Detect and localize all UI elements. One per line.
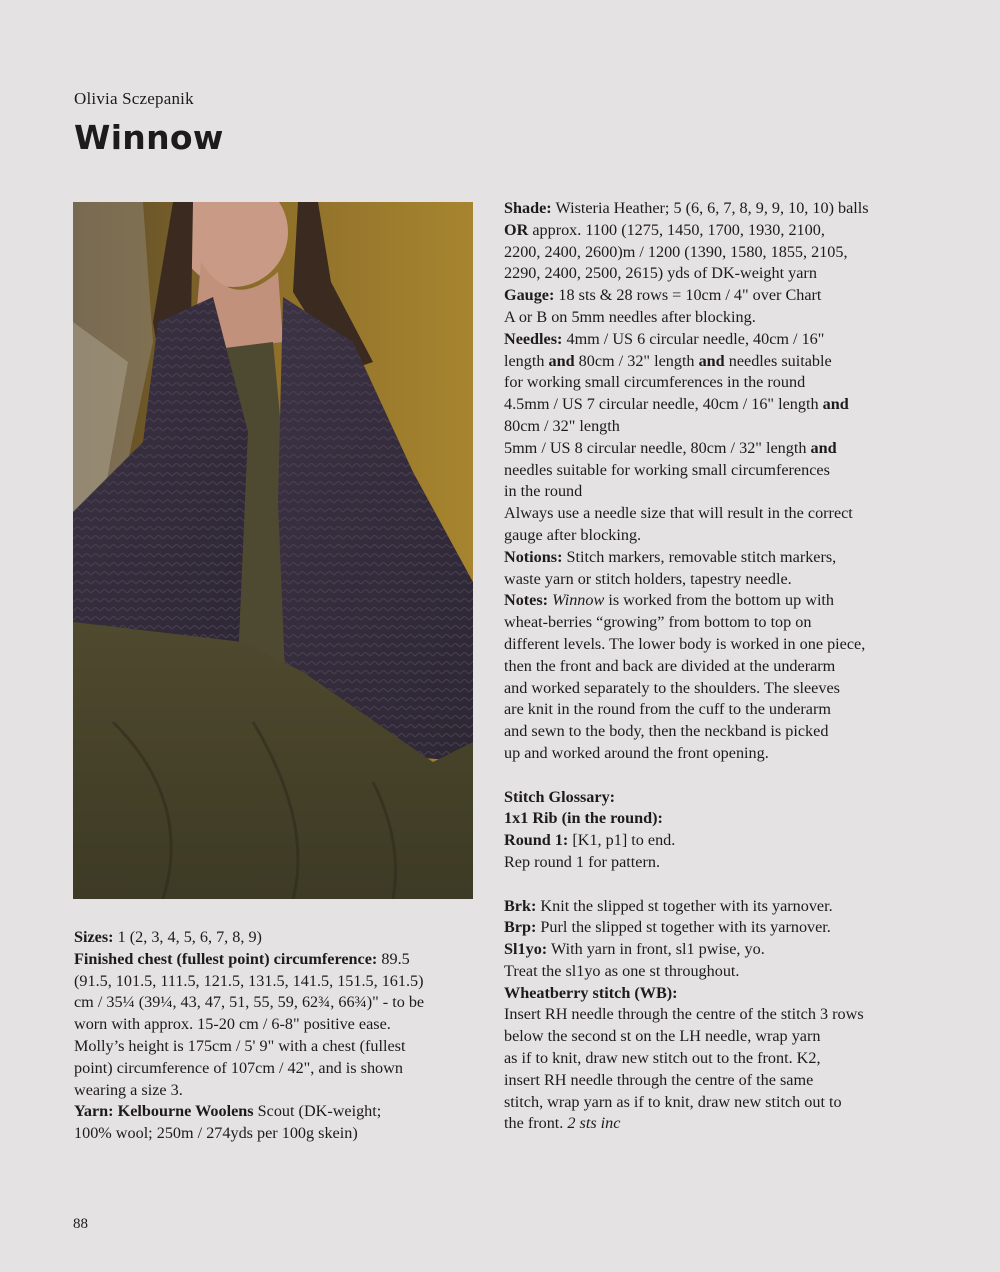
sl1yo-line: Sl1yo: With yarn in front, sl1 pwise, yo. [504,940,765,959]
left-column [74,927,474,1145]
needles-line: 4.5mm / US 7 circular needle, 40cm / 16" length and [504,395,849,414]
cardigan-model-image [73,202,473,899]
model-line: Molly’s height is 175cm / 5' 9" with a chest (fullest [74,1036,406,1055]
needles-line: needles suitable for working small circumferences [504,460,830,479]
wheatberry-line: the front. 2 sts inc [504,1114,621,1133]
notes-line: wheat-berries “growing” from bottom to top on [504,613,812,632]
designer-name: Olivia Sczepanik [74,89,194,108]
notes-line: and worked separately to the shoulders. The sleeves [504,678,840,697]
model-photo [73,202,473,899]
shade-line: 2290, 2400, 2500, 2615) yds of DK-weight yarn [504,264,817,283]
needles-line: length and 80cm / 32" length and needles suitable [504,351,832,370]
page-number: 88 [73,1216,88,1232]
chest-line: (91.5, 101.5, 111.5, 121.5, 131.5, 141.5, 151.5, 161.5) [74,971,424,990]
wheatberry-heading: Wheatberry stitch (WB): [504,983,678,1002]
gauge-line: Gauge: 18 sts & 28 rows = 10cm / 4" over Chart [504,286,822,305]
needles-line: for working small circumferences in the round [504,373,806,392]
notes-line: are knit in the round from the cuff to the underarm [504,700,831,719]
needles-line: 5mm / US 8 circular needle, 80cm / 32" length and [504,438,837,457]
needles-line: gauge after blocking. [504,525,642,544]
shade-line: 2200, 2400, 2600)m / 1200 (1390, 1580, 1855, 2105, [504,242,848,261]
notes-line: then the front and back are divided at the underarm [504,656,836,675]
sizes-line: Sizes: 1 (2, 3, 4, 5, 6, 7, 8, 9) [74,928,262,946]
notes-line: different levels. The lower body is worked in one piece, [504,634,866,653]
notes-line: and sewn to the body, then the neckband is picked [504,722,829,741]
wheatberry-line: below the second st on the LH needle, wrap yarn [504,1027,821,1046]
notes-line: Notes: Winnow is worked from the bottom up with [504,591,835,610]
notions-line: Notions: Stitch markers, removable stitch markers, [504,547,837,566]
brp-line: Brp: Purl the slipped st together with its yarnover. [504,918,831,937]
shade-line: Shade: Wisteria Heather; 5 (6, 6, 7, 8, 9, 9, 10, 10) balls [504,199,869,217]
spacer [504,765,904,787]
needles-line: 80cm / 32" length [504,416,620,435]
shade-line: OR approx. 1100 (1275, 1450, 1700, 1930, 2100, [504,220,825,239]
sl1yo-line: Treat the sl1yo as one st throughout. [504,961,740,980]
notions-line: waste yarn or stitch holders, tapestry needle. [504,569,792,588]
needles-line: Always use a needle size that will result in the correct [504,504,853,523]
needles-line: Needles: 4mm / US 6 circular needle, 40cm / 16" [504,329,825,348]
model-line: point) circumference of 107cm / 42", and is shown [74,1058,403,1077]
yarn-line: Yarn: Kelbourne Woolens Scout (DK-weight; [74,1102,382,1121]
brk-line: Brk: Knit the slipped st together with its yarnover. [504,896,833,915]
pattern-title: Winnow [74,118,224,157]
glossary-heading: Stitch Glossary: [504,787,616,806]
chest-line: cm / 35¼ (39¼, 43, 47, 51, 55, 59, 62¾, 66¾)" - to be [74,993,425,1012]
chest-line: Finished chest (fullest point) circumference: 89.5 [74,949,410,968]
wheatberry-line: Insert RH needle through the centre of the stitch 3 rows [504,1005,864,1024]
model-line: wearing a size 3. [74,1080,183,1099]
rib-heading: 1x1 Rib (in the round): [504,809,663,828]
rep-line: Rep round 1 for pattern. [504,852,660,871]
gauge-line: A or B on 5mm needles after blocking. [504,307,756,326]
round-line: Round 1: [K1, p1] to end. [504,831,676,850]
notes-line: up and worked around the front opening. [504,743,769,762]
chest-line: worn with approx. 15-20 cm / 6-8" positive ease. [74,1015,391,1034]
wheatberry-line: stitch, wrap yarn as if to knit, draw new stitch out to [504,1092,842,1111]
needles-line: in the round [504,482,583,501]
spacer [504,874,904,896]
yarn-line: 100% wool; 250m / 274yds per 100g skein) [74,1124,358,1143]
wheatberry-line: as if to knit, draw new stitch out to the front. K2, [504,1049,821,1068]
right-column [504,198,904,1135]
wheatberry-line: insert RH needle through the centre of the same [504,1070,814,1089]
